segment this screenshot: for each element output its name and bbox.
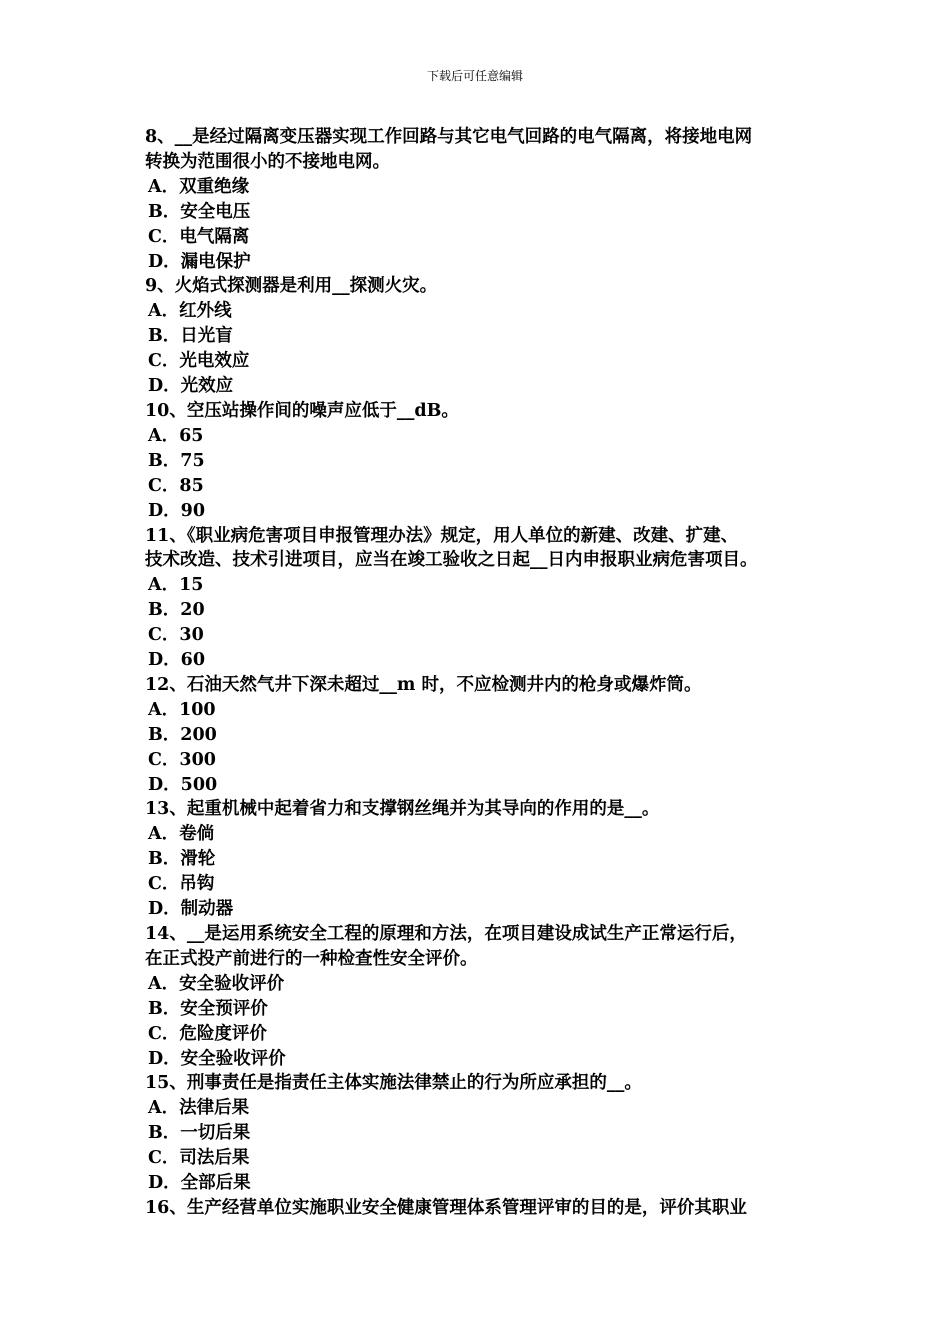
option-c: C．光电效应 bbox=[148, 351, 250, 372]
option-a: A．红外线 bbox=[148, 301, 232, 322]
option-d: D．90 bbox=[148, 500, 206, 521]
option-b: B．安全预评价 bbox=[148, 998, 268, 1019]
option-d: D．60 bbox=[148, 650, 206, 671]
option-b: B．安全电压 bbox=[148, 201, 251, 222]
option-c: C．吊钩 bbox=[148, 874, 215, 895]
option-b: B．滑轮 bbox=[148, 849, 216, 870]
question-14 bbox=[145, 922, 815, 1071]
option-d: D．漏电保护 bbox=[148, 251, 251, 272]
question-text: 10、空压站操作间的噪声应低于__dB。 bbox=[145, 400, 459, 421]
question-text: 16、生产经营单位实施职业安全健康管理体系管理评审的目的是，评价其职业 bbox=[145, 1197, 747, 1218]
option-a: A．法律后果 bbox=[148, 1098, 250, 1119]
question-9 bbox=[145, 274, 815, 399]
question-16 bbox=[145, 1196, 815, 1221]
option-a: A．15 bbox=[148, 575, 204, 596]
question-8 bbox=[145, 125, 815, 274]
option-c: C．85 bbox=[148, 475, 204, 496]
option-d: D．安全验收评价 bbox=[148, 1048, 286, 1069]
option-a: A．100 bbox=[148, 699, 216, 720]
question-text: 12、石油天然气井下深未超过__m 时，不应检测井内的枪身或爆炸筒。 bbox=[145, 674, 702, 695]
question-text: 在正式投产前进行的一种检查性安全评价。 bbox=[145, 948, 478, 969]
option-c: C．300 bbox=[148, 749, 216, 770]
option-c: C．电气隔离 bbox=[148, 226, 250, 247]
question-11 bbox=[145, 524, 815, 673]
option-a: A．65 bbox=[148, 425, 204, 446]
option-d: D．制动器 bbox=[148, 899, 234, 920]
question-text: 9、火焰式探测器是利用__探测火灾。 bbox=[145, 276, 438, 297]
question-text: 技术改造、技术引进项目，应当在竣工验收之日起__日内申报职业病危害项目。 bbox=[145, 550, 758, 571]
option-b: B．一切后果 bbox=[148, 1123, 251, 1144]
option-c: C．危险度评价 bbox=[148, 1023, 267, 1044]
question-15 bbox=[145, 1071, 815, 1196]
option-a: A．卷倘 bbox=[148, 824, 215, 845]
option-c: C．30 bbox=[148, 625, 204, 646]
option-d: D．光效应 bbox=[148, 376, 234, 397]
question-text: 14、__是运用系统安全工程的原理和方法，在项目建设成试生产正常运行后， bbox=[145, 924, 747, 944]
option-b: B．日光盲 bbox=[148, 326, 233, 347]
option-b: B．200 bbox=[148, 724, 217, 745]
question-text: 11、《职业病危害项目申报管理办法》规定，用人单位的新建、改建、扩建、 bbox=[145, 525, 739, 546]
option-c: C．司法后果 bbox=[148, 1148, 250, 1169]
question-text: 13、起重机械中起着省力和支撑钢丝绳并为其导向的作用的是__。 bbox=[145, 799, 660, 820]
question-10 bbox=[145, 399, 815, 524]
option-a: A．安全验收评价 bbox=[148, 973, 285, 994]
option-b: B．75 bbox=[148, 450, 205, 471]
question-12 bbox=[145, 673, 815, 798]
question-text: 8、__是经过隔离变压器实现工作回路与其它电气回路的电气隔离，将接地电网 bbox=[145, 127, 753, 147]
question-list bbox=[145, 125, 815, 1221]
page-header: 下载后可任意编辑 bbox=[426, 69, 523, 83]
option-d: D．500 bbox=[148, 774, 218, 795]
question-text: 15、刑事责任是指责任主体实施法律禁止的行为所应承担的__。 bbox=[145, 1073, 642, 1094]
option-a: A．双重绝缘 bbox=[148, 176, 250, 197]
question-text: 转换为范围很小的不接地电网。 bbox=[145, 151, 390, 172]
option-d: D．全部后果 bbox=[148, 1173, 251, 1194]
option-b: B．20 bbox=[148, 600, 205, 621]
question-13 bbox=[145, 797, 815, 922]
